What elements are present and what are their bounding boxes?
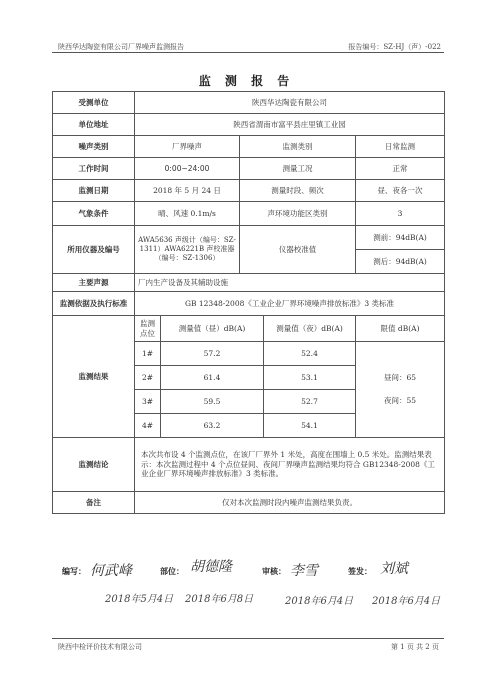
monitor-type-label: 监测类别 xyxy=(240,136,356,158)
instrument-value: AWA5636 声级计（编号：SZ-1311）AWA6221B 声校准器（编号：SZ-1306） xyxy=(135,226,240,274)
period-value: 昼、夜各一次 xyxy=(356,180,445,202)
limit-day: 昼间：65 xyxy=(384,373,417,382)
table-row-point: 4# xyxy=(135,414,161,438)
approver-signature: 刘斌 xyxy=(380,561,408,577)
report-title: 监 测 报 告 xyxy=(198,74,295,88)
approver-date: 2018年6月4日 xyxy=(372,596,441,607)
results-header-day: 测量值（昼）dB(A) xyxy=(161,316,264,342)
table-row-night: 52.7 xyxy=(264,390,356,414)
author-signature: 何武峰 xyxy=(90,563,132,579)
worktime-value: 0:00~24:00 xyxy=(135,158,240,180)
table-row-day: 63.2 xyxy=(161,414,264,438)
report-table xyxy=(52,91,445,514)
calibration-after: 测后：94dB(A) xyxy=(356,250,445,274)
standard-value: GB 12348-2008《工业企业厂界环境噪声排放标准》3 类标准 xyxy=(135,292,445,316)
results-header-point: 监测点位 xyxy=(135,316,161,342)
header-divider xyxy=(52,52,444,53)
footer-page-number: 第 1 页 共 2 页 xyxy=(390,643,439,651)
table-row-day: 61.4 xyxy=(161,366,264,390)
footer-company: 陕西中检评价技术有限公司 xyxy=(58,643,142,651)
table-row-point: 2# xyxy=(135,366,161,390)
remark-label: 备注 xyxy=(53,492,135,514)
results-label: 监测结果 xyxy=(53,316,135,438)
period-label: 测量时段、频次 xyxy=(240,180,356,202)
results-header-limit: 限值 dB(A) xyxy=(356,316,445,342)
worktime-label: 工作时间 xyxy=(53,158,135,180)
source-value: 厂内生产设备及其辅助设施 xyxy=(135,274,445,292)
table-row-night: 54.1 xyxy=(264,414,356,438)
table-row-night: 52.4 xyxy=(264,342,356,366)
instrument-label: 所用仪器及编号 xyxy=(53,226,135,274)
checker-signature: 李雪 xyxy=(290,563,318,579)
standard-label: 监测依据及执行标准 xyxy=(53,292,135,316)
reviewer-signature: 胡德隆 xyxy=(190,559,232,575)
table-row-point: 1# xyxy=(135,342,161,366)
table-row-point: 3# xyxy=(135,390,161,414)
condition-label: 测量工况 xyxy=(240,158,356,180)
footer-divider xyxy=(52,638,444,639)
header-company: 陕西华达陶瓷有限公司厂界噪声监测报告 xyxy=(58,43,184,51)
conclusion-label: 监测结论 xyxy=(53,438,135,492)
monitor-type-value: 日常监测 xyxy=(356,136,445,158)
author-label: 编写： xyxy=(62,566,86,576)
results-header-night: 测量值（夜）dB(A) xyxy=(264,316,356,342)
unit-label: 受测单位 xyxy=(53,92,135,114)
author-date: 2018年5月4日 xyxy=(105,594,174,605)
noise-type-value: 厂界噪声 xyxy=(135,136,240,158)
date-label: 监测日期 xyxy=(53,180,135,202)
table-row-day: 57.2 xyxy=(161,342,264,366)
condition-value: 正常 xyxy=(356,158,445,180)
weather-label: 气象条件 xyxy=(53,202,135,226)
calibration-before: 测前：94dB(A) xyxy=(356,226,445,250)
table-row-night: 53.1 xyxy=(264,366,356,390)
zone-value: 3 xyxy=(356,202,445,226)
calibration-label: 仪器校准值 xyxy=(240,226,356,274)
limit-night: 夜间：55 xyxy=(384,395,417,405)
remark-value: 仅对本次监测时段内噪声监测结果负责。 xyxy=(135,492,445,514)
address-label: 单位地址 xyxy=(53,114,135,136)
source-label: 主要声源 xyxy=(53,274,135,292)
date-value: 2018 年 5 月 24 日 xyxy=(135,180,240,202)
address-value: 陕西省渭南市富平县庄里镇工业园 xyxy=(135,114,445,136)
noise-type-label: 噪声类别 xyxy=(53,136,135,158)
conclusion-value: 本次共布设 4 个监测点位，在该厂厂界外 1 米处，高度在围墙上 0.5 米处。监测结果表示：本次监测过程中 4 个点位昼间、夜间厂界噪声监测结果均符合 GB12348-2008《工业企业厂界环境噪声排放标准》3 类标准。 xyxy=(135,438,445,492)
checker-date: 2018年6月4日 xyxy=(285,596,354,607)
zone-label: 声环境功能区类别 xyxy=(240,202,356,226)
unit-value: 陕西华达陶瓷有限公司 xyxy=(135,92,445,114)
limit-cell xyxy=(356,342,445,438)
table-row-day: 59.5 xyxy=(161,390,264,414)
reviewer-date: 2018年6月8日 xyxy=(185,594,254,605)
approver-label: 签发： xyxy=(348,566,372,576)
header-report-number: 报告编号：SZ-HJ（声）-022 xyxy=(348,43,441,51)
reviewer-label: 部位： xyxy=(160,566,184,576)
checker-label: 审核： xyxy=(262,566,286,576)
weather-value: 晴、风速 0.1m/s xyxy=(135,202,240,226)
